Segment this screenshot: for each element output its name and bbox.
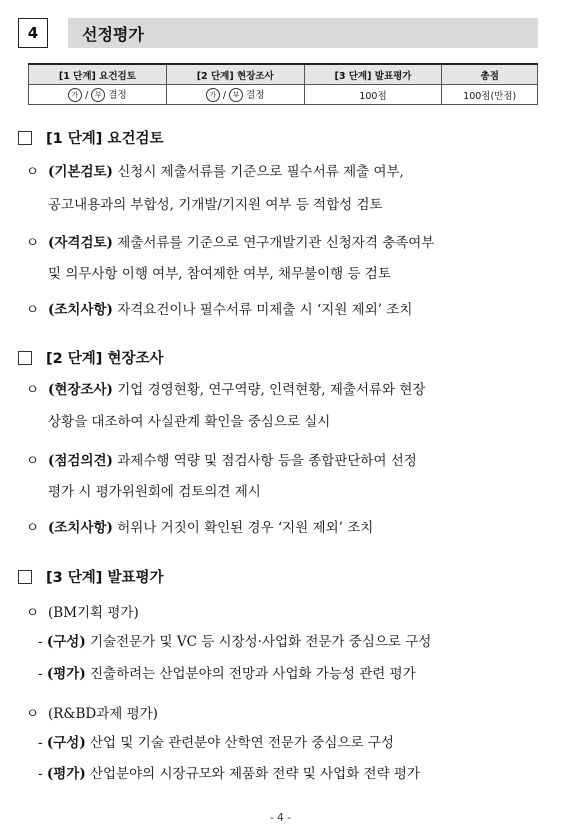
sub-label: (평가) [46, 666, 86, 682]
item-continuation: 평가 시 평가위원회에 검토의견 제시 [48, 484, 261, 500]
circled-char: 부 [229, 88, 243, 102]
item-label: (기본검토) [48, 164, 113, 180]
group-title-text: (BM기획 평가) [48, 605, 139, 621]
sub-mark: - [38, 634, 43, 650]
checkbox-square-icon [18, 570, 32, 584]
table-row [29, 85, 538, 105]
item-continuation: 공고내용과의 부합성, 기개발/기지원 여부 등 적합성 검토 [48, 197, 383, 213]
item-continuation: 및 의무사항 이행 여부, 참여제한 여부, 채무불이행 등 검토 [48, 266, 391, 282]
cell-suffix: 결정 [108, 89, 127, 101]
heading-text: [3 단계] 발표평가 [46, 570, 164, 586]
sub-label: (평가) [46, 766, 86, 782]
item-text: 자격요건이나 필수서류 미제출 시 ‘지원 제외’ 조치 [112, 302, 413, 318]
section-header [18, 18, 538, 48]
bullet-mark: ㅇ [26, 164, 40, 180]
bullet-mark: ㅇ [26, 302, 40, 318]
bullet-mark: ㅇ [26, 453, 40, 469]
sub-item [38, 661, 543, 687]
table-header: [1 단계] 요건검토 [29, 64, 167, 85]
bullet-mark: ㅇ [26, 235, 40, 251]
circled-char: 가 [206, 88, 220, 102]
separator: / [85, 89, 89, 101]
table-cell [166, 85, 304, 105]
sub-mark: - [38, 666, 43, 682]
bullet-mark: ㅇ [26, 382, 40, 398]
item-text: 신청시 제출서류를 기준으로 필수서류 제출 여부, [112, 164, 404, 180]
sub-text: 산업분야의 시장규모와 제품화 전략 및 사업화 전략 평가 [85, 766, 420, 782]
item-text: 기업 경영현황, 연구역량, 인력현황, 제출서류와 현장 [112, 382, 426, 398]
table-cell: 100점 [304, 85, 442, 105]
checkbox-square-icon [18, 131, 32, 145]
sub-text: 산업 및 기술 관련분야 산학연 전문가 중심으로 구성 [85, 735, 394, 751]
sub-item [38, 730, 543, 756]
stages-table [28, 63, 538, 105]
item-label: (조치사항) [48, 302, 113, 318]
item-text: 과제수행 역량 및 점검사항 등을 종합판단하여 선정 [112, 453, 417, 469]
heading-text: [2 단계] 현장조사 [46, 351, 164, 367]
checkbox-square-icon [18, 351, 32, 365]
sub-mark: - [38, 766, 43, 782]
circled-char: 가 [68, 88, 82, 102]
group-title-text: (R&BD과제 평가) [48, 706, 158, 722]
step3-heading [18, 566, 163, 587]
sub-label: (구성) [46, 735, 86, 751]
separator: / [222, 89, 227, 101]
sub-text: 기술전문가 및 VC 등 시장성·사업화 전문가 중심으로 구성 [85, 634, 432, 650]
section-title: 선정평가 [68, 18, 538, 48]
page-number: - 4 - [270, 812, 291, 824]
step1-heading [18, 127, 163, 148]
sub-text: 진출하려는 산업분야의 전망과 사업화 가능성 관련 평가 [85, 666, 416, 682]
table-header: [3 단계] 발표평가 [304, 64, 442, 85]
sub-mark: - [38, 735, 43, 751]
item-label: (점검의견) [48, 453, 113, 469]
sub-item [38, 761, 543, 787]
item-text: 제출서류를 기준으로 연구개발기관 신청자격 충족여부 [112, 235, 435, 251]
cell-suffix: 결정 [246, 89, 265, 101]
circled-char: 부 [91, 88, 105, 102]
item-label: (조치사항) [48, 520, 113, 536]
bullet-mark: ㅇ [26, 706, 40, 722]
section-number: 4 [18, 18, 48, 48]
heading-text: [1 단계] 요건검토 [46, 131, 164, 147]
item-text: 허위나 거짓이 확인된 경우 ‘지원 제외’ 조치 [112, 520, 374, 536]
sub-item [38, 629, 543, 655]
item-label: (자격검토) [48, 235, 113, 251]
table-header-row [29, 64, 538, 85]
step2-heading [18, 347, 163, 368]
bullet-mark: ㅇ [26, 520, 40, 536]
sub-label: (구성) [46, 634, 86, 650]
table-header: [2 단계] 현장조사 [166, 64, 304, 85]
table-header: 총점 [442, 64, 538, 85]
item-continuation: 상황을 대조하여 사실관계 확인을 중심으로 실시 [48, 414, 331, 430]
item-label: (현장조사) [48, 382, 113, 398]
table-cell: 100점(만점) [442, 85, 538, 105]
table-cell [29, 85, 167, 105]
bullet-mark: ㅇ [26, 605, 40, 621]
